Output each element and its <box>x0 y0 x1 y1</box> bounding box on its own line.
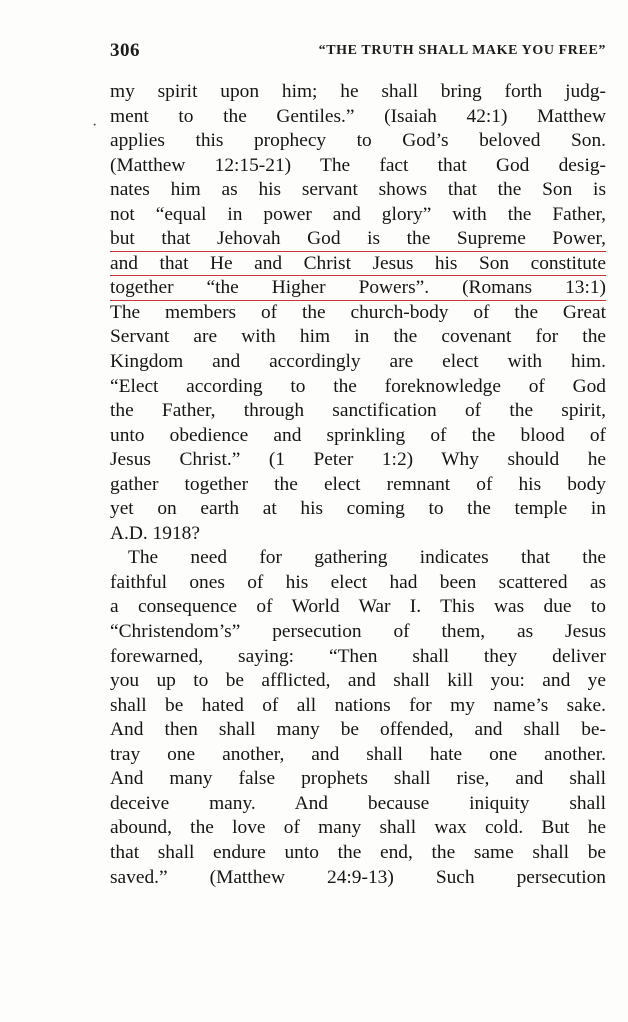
text-line: saved.” (Matthew 24:9-13) Such persecution <box>110 866 606 888</box>
paragraph-first-line: The need for gathering indicates that the <box>128 547 606 569</box>
text-line: tray one another, and shall hate one another. <box>110 743 606 765</box>
page-number: 306 <box>110 40 140 61</box>
text-line: abound, the love of many shall wax cold. But he <box>110 817 606 839</box>
text-line: And many false prophets shall rise, and shall <box>110 768 606 790</box>
text-line: And then shall many be offended, and shall be- <box>110 719 606 741</box>
text-line: you up to be afflicted, and shall kill you: and ye <box>110 670 606 692</box>
text-line: Kingdom and accordingly are elect with him. <box>110 351 606 373</box>
page-header <box>110 40 606 66</box>
text-line: applies this prophecy to God’s beloved Son. <box>110 130 606 152</box>
text-line: Servant are with him in the covenant for the <box>110 326 606 348</box>
underlined-text-line: together “the Higher Powers”. (Romans 13:1) <box>110 276 606 301</box>
text-line: shall be hated of all nations for my name’s sake. <box>110 694 606 716</box>
text-line: gather together the elect remnant of his body <box>110 473 606 495</box>
text-line: nates him as his servant shows that the Son is <box>110 179 606 201</box>
text-line: that shall endure unto the end, the same shall be <box>110 841 606 863</box>
text-line: A.D. 1918? <box>110 522 200 544</box>
text-line: (Matthew 12:15-21) The fact that God desig- <box>110 154 606 176</box>
text-line: a consequence of World War I. This was due to <box>110 596 606 618</box>
underlined-text-line: and that He and Christ Jesus his Son constitute <box>110 252 606 277</box>
margin-mark: · <box>92 117 98 134</box>
text-line: “Christendom’s” persecution of them, as Jesus <box>110 621 606 643</box>
text-line: the Father, through sanctification of the spirit, <box>110 400 606 422</box>
body-text <box>110 80 606 890</box>
text-line: deceive many. And because iniquity shall <box>110 792 606 814</box>
text-line: ment to the Gentiles.” (Isaiah 42:1) Matthew <box>110 105 606 127</box>
underlined-text-line: but that Jehovah God is the Supreme Power, <box>110 227 606 252</box>
text-line: faithful ones of his elect had been scattered as <box>110 571 606 593</box>
text-line: forewarned, saying: “Then shall they deliver <box>110 645 606 667</box>
text-line: not “equal in power and glory” with the Father, <box>110 203 606 225</box>
text-line: yet on earth at his coming to the temple in <box>110 498 606 520</box>
text-line: “Elect according to the foreknowledge of God <box>110 375 606 397</box>
text-line: Jesus Christ.” (1 Peter 1:2) Why should he <box>110 449 606 471</box>
text-line: unto obedience and sprinkling of the blood of <box>110 424 606 446</box>
text-line: my spirit upon him; he shall bring forth judg- <box>110 81 606 102</box>
text-line: The members of the church-body of the Great <box>110 301 606 323</box>
running-title: “THE TRUTH SHALL MAKE YOU FREE” <box>318 43 606 58</box>
